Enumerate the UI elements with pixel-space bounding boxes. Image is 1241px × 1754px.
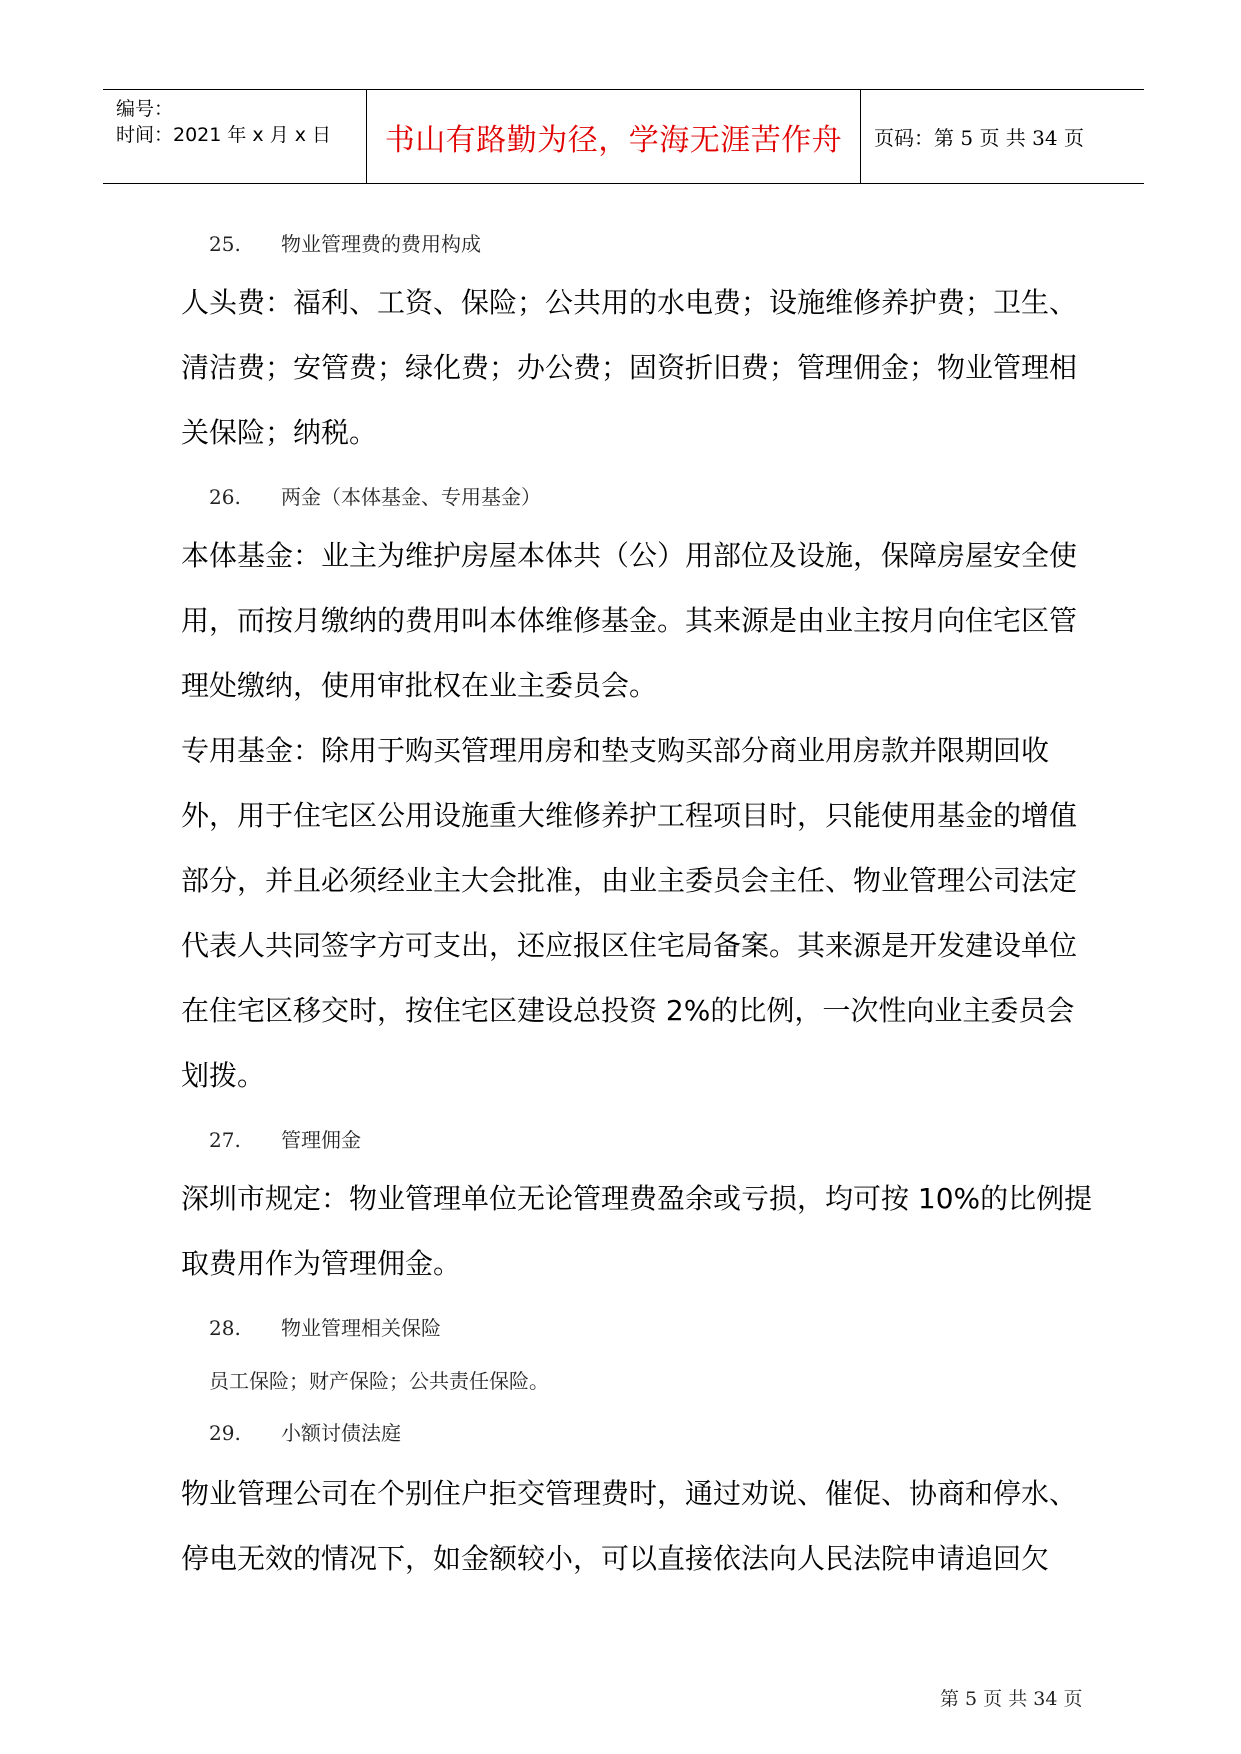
header-meta-cell — [103, 90, 367, 183]
document-code-label: 编号： — [116, 98, 174, 120]
body-paragraph: 人头费：福利、工资、保险；公共用的水电费；设施维修养护费；卫生、清洁费；安管费；绿化费；办公费；固资折旧费；管理佣金；物业管理相关保险；纳税。 — [181, 286, 1078, 449]
section-title: 管理佣金 — [281, 1128, 361, 1152]
header-motto-cell — [367, 90, 861, 183]
header-page-info: 页码：第 5 页 共 34 页 — [874, 126, 1084, 150]
section-number: 28. — [209, 1316, 241, 1340]
section-title: 物业管理费的费用构成 — [281, 232, 481, 256]
body-paragraph: 物业管理公司在个别住户拒交管理费时，通过劝说、催促、协商和停水、停电无效的情况下，如金额较小，可以直接依法向人民法院申请追回欠 — [181, 1477, 1078, 1575]
body-text-small: 员工保险；财产保险；公共责任保险。 — [209, 1369, 549, 1393]
section-title: 两金（本体基金、专用基金） — [281, 485, 541, 509]
section-heading — [209, 1417, 401, 1446]
body-paragraph: 专用基金：除用于购买管理用房和垫支购买部分商业用房款并限期回收外，用于住宅区公用设施重大维修养护工程项目时，只能使用基金的增值部分，并且必须经业主大会批准，由业主委员会主任、物业管理公司法定代表人共同签字方可支出，还应报区住宅局备案。其来源是开发建设单位在住宅区移交时，按住宅区建设总投资 2%的比例，一次性向业主委员会划拨。 — [181, 734, 1078, 1092]
page-footer: 第 5 页 共 34 页 — [940, 1688, 1083, 1710]
page-header — [103, 89, 1144, 184]
header-page-cell — [861, 90, 1144, 183]
header-motto: 书山有路勤为径，学海无涯苦作舟 — [384, 122, 843, 158]
section-number: 29. — [209, 1421, 241, 1445]
section-heading — [209, 1124, 361, 1153]
document-time-label: 时间：2021 年 x 月 x 日 — [116, 124, 332, 146]
section-heading — [209, 1312, 441, 1341]
section-title: 小额讨债法庭 — [281, 1421, 401, 1445]
section-number: 27. — [209, 1128, 241, 1152]
section-heading — [209, 228, 481, 257]
section-number: 26. — [209, 485, 241, 509]
section-title: 物业管理相关保险 — [281, 1316, 441, 1340]
body-paragraph: 深圳市规定：物业管理单位无论管理费盈余或亏损，均可按 10%的比例提取费用作为管理佣金。 — [181, 1182, 1093, 1280]
section-heading — [209, 481, 541, 510]
body-paragraph: 本体基金：业主为维护房屋本体共（公）用部位及设施，保障房屋安全使用，而按月缴纳的费用叫本体维修基金。其来源是由业主按月向住宅区管理处缴纳，使用审批权在业主委员会。 — [181, 539, 1078, 702]
section-number: 25. — [209, 232, 241, 256]
